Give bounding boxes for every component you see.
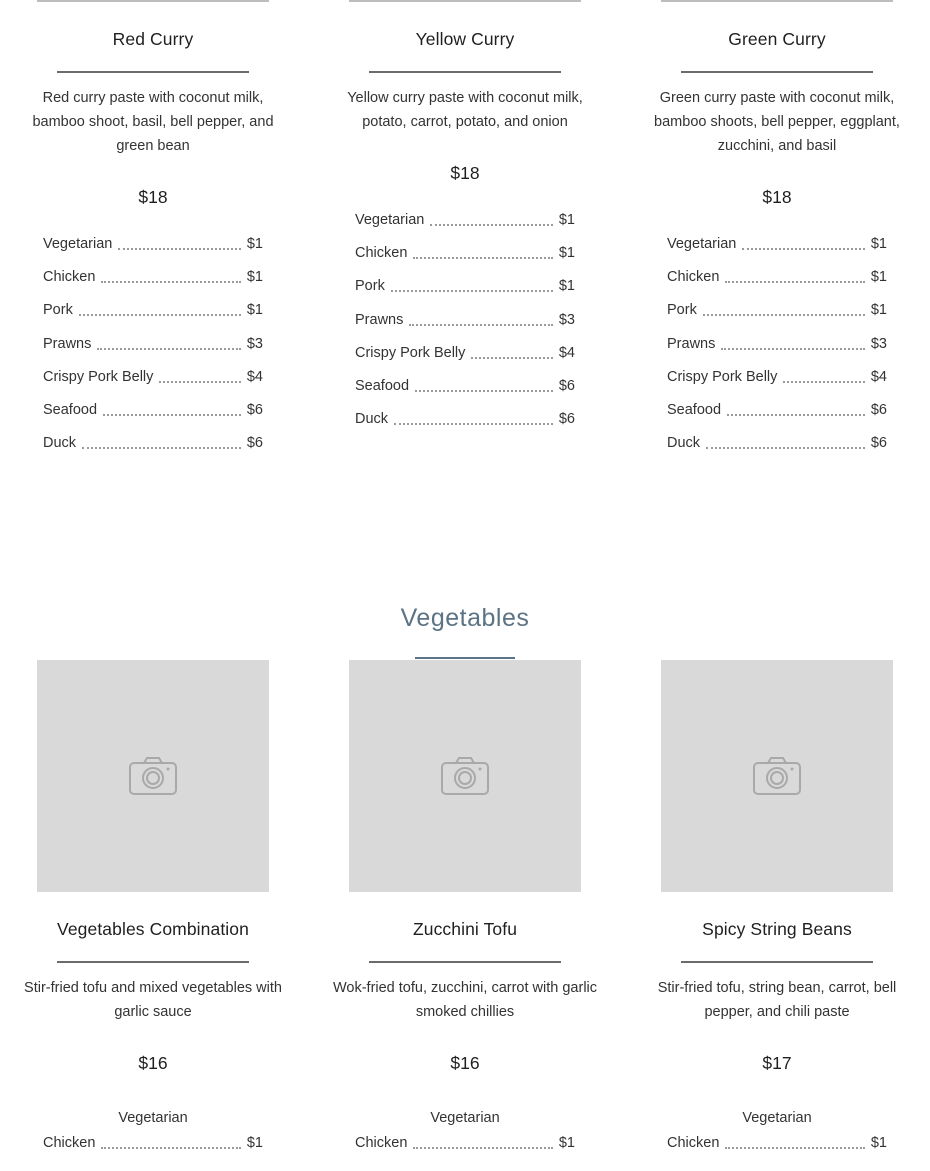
option-name: Vegetarian	[43, 236, 113, 252]
dot-leader	[725, 281, 864, 283]
option-name: Duck	[667, 435, 701, 452]
title-divider	[57, 961, 249, 963]
option-row	[43, 1135, 263, 1168]
option-name: Chicken	[667, 1135, 720, 1151]
option-row	[355, 1135, 575, 1168]
option-row	[667, 336, 887, 369]
option-name: Crispy Pork Belly	[667, 368, 778, 385]
option-name: Pork	[43, 302, 73, 319]
camera-icon	[752, 756, 802, 796]
dot-leader	[101, 281, 240, 283]
dot-leader	[391, 290, 553, 292]
dish-description: Yellow curry paste with coconut milk, potato, carrot, potato, and onion	[347, 90, 583, 130]
option-row	[43, 369, 263, 402]
option-price: $1	[870, 236, 887, 252]
dish-description: Green curry paste with coconut milk, bamboo shoots, bell pepper, eggplant, zucchini, and basil	[654, 90, 900, 154]
dot-leader	[415, 390, 553, 392]
dot-leader	[159, 381, 240, 383]
dish-price: $18	[138, 187, 168, 207]
camera-icon	[440, 756, 490, 796]
option-plain: Vegetarian	[430, 1110, 500, 1126]
option-name: Chicken	[43, 269, 96, 286]
option-row	[43, 236, 263, 269]
option-row	[43, 336, 263, 369]
option-price: $1	[558, 245, 575, 262]
dot-leader	[721, 348, 865, 350]
option-row	[355, 345, 575, 378]
top-divider	[37, 0, 269, 2]
option-plain: Vegetarian	[118, 1110, 188, 1126]
title-divider	[681, 71, 873, 73]
dot-leader	[703, 314, 865, 316]
section-title-vegetables: Vegetables	[400, 604, 530, 632]
option-name: Vegetarian	[667, 236, 737, 252]
title-divider	[369, 71, 561, 73]
option-list	[355, 1135, 575, 1168]
dot-leader	[101, 1147, 240, 1149]
dot-leader	[706, 447, 865, 449]
option-list	[43, 236, 263, 468]
dot-leader	[430, 224, 553, 226]
option-name: Crispy Pork Belly	[355, 344, 466, 361]
option-price: $4	[870, 368, 887, 385]
option-list	[667, 236, 887, 468]
option-row	[667, 269, 887, 302]
photo-placeholder	[37, 660, 269, 892]
option-name: Duck	[43, 435, 77, 452]
dish-description: Stir-fried tofu and mixed vegetables with garlic sauce	[24, 980, 282, 1020]
dish-title: Zucchini Tofu	[412, 919, 518, 939]
option-name: Vegetarian	[355, 212, 425, 228]
option-price: $6	[870, 435, 887, 452]
option-row	[355, 378, 575, 411]
dot-leader	[783, 381, 864, 383]
option-name: Seafood	[43, 401, 98, 418]
top-divider	[349, 0, 581, 2]
dish-price: $16	[138, 1053, 168, 1073]
option-list	[355, 212, 575, 444]
option-row	[355, 278, 575, 311]
option-name: Seafood	[355, 377, 410, 394]
option-price: $6	[558, 411, 575, 428]
photo-placeholder	[661, 660, 893, 892]
option-price: $1	[558, 1135, 575, 1151]
option-price: $4	[246, 368, 263, 385]
option-name: Chicken	[355, 1135, 408, 1151]
dish-description: Stir-fried tofu, string bean, carrot, bell pepper, and chili paste	[657, 980, 897, 1020]
dot-leader	[394, 423, 553, 425]
option-name: Chicken	[43, 1135, 96, 1151]
option-row	[355, 312, 575, 345]
dish-title: Red Curry	[112, 29, 194, 49]
option-row	[355, 411, 575, 444]
option-price: $4	[558, 344, 575, 361]
dot-leader	[97, 348, 241, 350]
section-divider	[415, 657, 515, 659]
dish-title: Spicy String Beans	[702, 919, 852, 939]
option-price: $6	[558, 377, 575, 394]
option-name: Prawns	[355, 311, 404, 328]
option-price: $6	[870, 401, 887, 418]
option-name: Pork	[667, 302, 697, 319]
dish-description: Red curry paste with coconut milk, bamboo shoot, basil, bell pepper, and green bean	[32, 90, 274, 154]
option-price: $3	[558, 311, 575, 328]
dish-price: $18	[762, 187, 792, 207]
option-price: $1	[870, 302, 887, 319]
dish-price: $16	[450, 1053, 480, 1073]
camera-icon	[128, 756, 178, 796]
dish-description: Wok-fried tofu, zucchini, carrot with garlic smoked chillies	[332, 980, 598, 1020]
title-divider	[681, 961, 873, 963]
dot-leader	[79, 314, 241, 316]
option-row	[43, 402, 263, 435]
option-price: $3	[246, 335, 263, 352]
option-row	[355, 245, 575, 278]
option-name: Pork	[355, 278, 385, 295]
dish-title: Yellow Curry	[415, 29, 515, 49]
title-divider	[57, 71, 249, 73]
option-row	[43, 269, 263, 302]
photo-placeholder	[349, 660, 581, 892]
option-price: $6	[246, 435, 263, 452]
option-price: $1	[246, 269, 263, 286]
option-price: $1	[246, 302, 263, 319]
option-name: Duck	[355, 411, 389, 428]
dot-leader	[413, 257, 552, 259]
option-list	[43, 1135, 263, 1168]
option-name: Seafood	[667, 401, 722, 418]
dish-title: Green Curry	[728, 29, 826, 49]
option-name: Chicken	[667, 269, 720, 286]
dot-leader	[409, 324, 553, 326]
dish-title: Vegetables Combination	[57, 919, 249, 939]
option-price: $1	[558, 278, 575, 295]
option-row	[667, 236, 887, 269]
option-row	[667, 369, 887, 402]
option-name: Chicken	[355, 245, 408, 262]
dish-price: $17	[762, 1053, 792, 1073]
dot-leader	[413, 1147, 552, 1149]
dot-leader	[118, 248, 241, 250]
option-price: $6	[246, 401, 263, 418]
top-divider	[661, 0, 893, 2]
option-row	[667, 302, 887, 335]
option-row	[667, 435, 887, 468]
dot-leader	[103, 414, 241, 416]
dish-price: $18	[450, 163, 480, 183]
dot-leader	[742, 248, 865, 250]
option-list	[667, 1135, 887, 1168]
option-row	[355, 212, 575, 245]
dot-leader	[727, 414, 865, 416]
dot-leader	[471, 357, 552, 359]
option-price: $1	[558, 212, 575, 228]
option-price: $1	[246, 236, 263, 252]
option-name: Prawns	[667, 335, 716, 352]
dot-leader	[82, 447, 241, 449]
option-price: $3	[870, 335, 887, 352]
option-price: $1	[870, 269, 887, 286]
option-plain: Vegetarian	[742, 1110, 812, 1126]
option-name: Crispy Pork Belly	[43, 368, 154, 385]
dot-leader	[725, 1147, 864, 1149]
option-row	[43, 435, 263, 468]
option-row	[667, 402, 887, 435]
option-name: Prawns	[43, 335, 92, 352]
option-price: $1	[870, 1135, 887, 1151]
title-divider	[369, 961, 561, 963]
option-price: $1	[246, 1135, 263, 1151]
option-row	[43, 302, 263, 335]
option-row	[667, 1135, 887, 1168]
